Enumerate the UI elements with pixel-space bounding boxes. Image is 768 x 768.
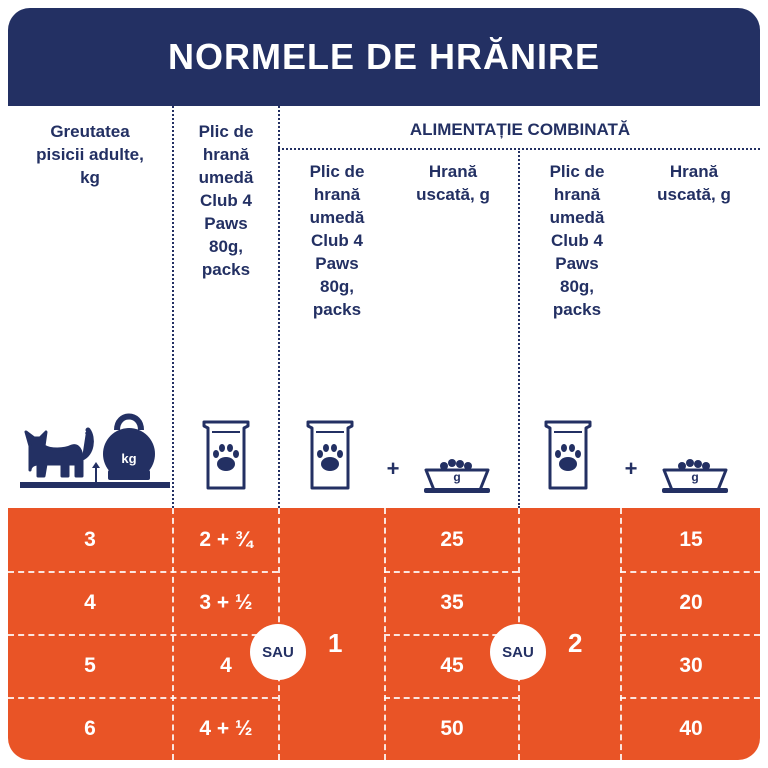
table-cell-dry1: 25 bbox=[440, 527, 464, 551]
table-cell-dry1: 50 bbox=[440, 716, 464, 740]
bowl-label: g bbox=[453, 470, 461, 484]
header-combo2-dry: Hrană uscată, g bbox=[657, 162, 731, 204]
page-title: NORMELE DE HRĂNIRE bbox=[167, 36, 601, 77]
table-cell-weight: 5 bbox=[84, 653, 96, 677]
table-cell-dry2: 15 bbox=[679, 527, 703, 551]
feeding-table-card bbox=[8, 8, 760, 760]
table-cell-weight: 3 bbox=[84, 527, 96, 551]
header-combined: ALIMENTAȚIE COMBINATĂ bbox=[409, 120, 631, 139]
or-badge: SAU bbox=[250, 624, 306, 680]
table-cell-wet: 4 bbox=[220, 653, 232, 677]
header-divider bbox=[278, 148, 760, 150]
plus-sign: + bbox=[386, 456, 400, 481]
header-combo1-dry: Hrană uscată, g bbox=[416, 162, 490, 204]
table-body bbox=[8, 508, 760, 760]
or-badge: SAU bbox=[490, 624, 546, 680]
table-cell-dry2: 40 bbox=[679, 716, 703, 740]
table-cell-dry2: 30 bbox=[679, 653, 703, 677]
plus-sign: + bbox=[624, 456, 638, 481]
header-divider bbox=[278, 106, 280, 508]
bowl-label: g bbox=[691, 470, 699, 484]
table-cell-weight: 4 bbox=[84, 590, 96, 614]
table-cell-wet: 3 + ½ bbox=[199, 590, 253, 614]
table-header bbox=[8, 106, 760, 508]
header-divider bbox=[518, 148, 520, 508]
table-cell-dry1: 35 bbox=[440, 590, 464, 614]
kettlebell-icon bbox=[100, 408, 158, 484]
header-combo1-wet: Plic de hrană umedă Club 4 Paws 80g, packs bbox=[309, 162, 365, 319]
kettlebell-label: kg bbox=[121, 451, 137, 466]
title-bar bbox=[8, 8, 760, 106]
paw-pouch-icon bbox=[542, 418, 594, 494]
paw-pouch-icon bbox=[200, 418, 252, 494]
header-weight: Greutatea pisicii adulte, kg bbox=[36, 122, 144, 187]
combo2-wet-value: 2 bbox=[568, 628, 583, 658]
table-cell-wet: 2 + ¾ bbox=[199, 527, 253, 551]
table-cell-wet: 4 + ½ bbox=[199, 716, 253, 740]
combo1-wet-value: 1 bbox=[328, 628, 343, 658]
table-cell-dry2: 20 bbox=[679, 590, 703, 614]
table-cell-dry1: 45 bbox=[440, 653, 464, 677]
paw-pouch-icon bbox=[304, 418, 356, 494]
table-cell-weight: 6 bbox=[84, 716, 96, 740]
header-wet-pack: Plic de hrană umedă Club 4 Paws 80g, packs bbox=[198, 122, 254, 279]
header-combo2-wet: Plic de hrană umedă Club 4 Paws 80g, packs bbox=[549, 162, 605, 319]
